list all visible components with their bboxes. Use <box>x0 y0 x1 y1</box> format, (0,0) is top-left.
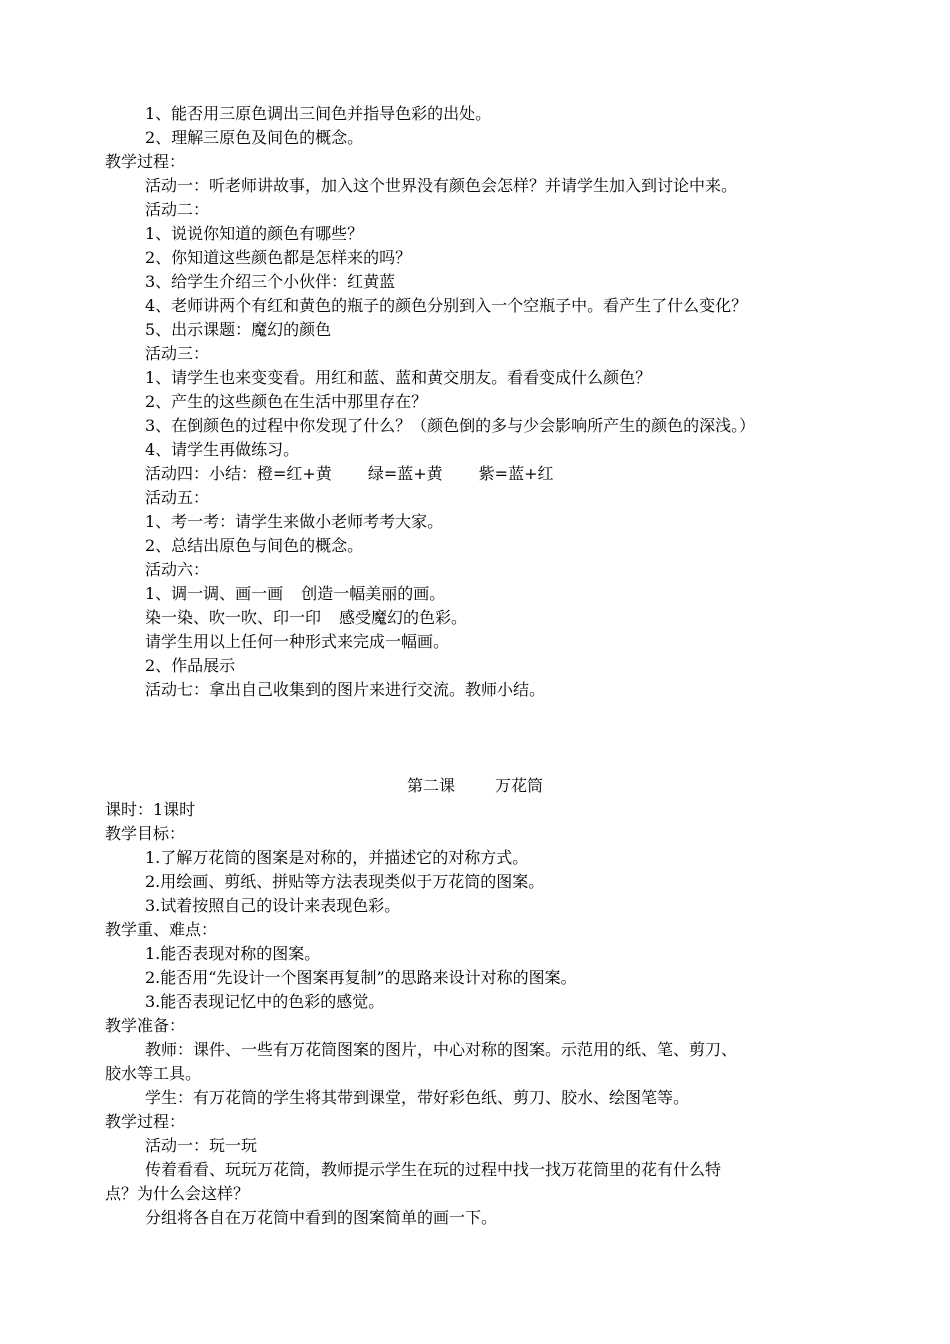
activity-2-item: 2、你知道这些颜色都是怎样来的吗？ <box>145 248 412 267</box>
activity-1-text: 分组将各自在万花筒中看到的图案简单的画一下。 <box>145 1208 498 1227</box>
activity-6-more: 2、作品展示 <box>145 656 236 675</box>
formula-purple: 紫=蓝+红 <box>478 464 554 483</box>
activity-3-item: 2、产生的这些颜色在生活中那里存在？ <box>145 392 428 411</box>
goal-item: 1.了解万花筒的图案是对称的，并描述它的对称方式。 <box>145 848 529 867</box>
activity-6-item-b: 感受魔幻的色彩。 <box>339 608 468 627</box>
activity-2-item: 3、给学生介绍三个小伙伴：红黄蓝 <box>145 272 396 291</box>
lesson-number: 第二课 <box>406 776 455 795</box>
lesson-hours: 课时：1课时 <box>105 800 196 819</box>
activity-1-text-continued: 点？为什么会这样？ <box>105 1184 250 1203</box>
activity-5-item: 2、总结出原色与间色的概念。 <box>145 536 364 555</box>
lesson-title <box>0 774 950 798</box>
activity-6-item-a: 染一染、吹一吹、印一印 <box>145 608 322 627</box>
formula-green: 绿=蓝+黄 <box>367 464 443 483</box>
activity-1: 活动一：听老师讲故事，加入这个世界没有颜色会怎样？并请学生加入到讨论中来。 <box>145 176 738 195</box>
activity-7: 活动七：拿出自己收集到的图片来进行交流。教师小结。 <box>145 680 546 699</box>
activity-2-heading: 活动二： <box>145 200 210 219</box>
formula-orange: 橙=红+黄 <box>257 464 332 483</box>
process-heading: 教学过程： <box>105 152 186 171</box>
key-points-heading: 教学重、难点： <box>105 920 218 939</box>
goal-line: 2、理解三原色及间色的概念。 <box>145 128 364 147</box>
activity-6-more: 请学生用以上任何一种形式来完成一幅画。 <box>145 632 450 651</box>
activity-2-item: 1、说说你知道的颜色有哪些？ <box>145 224 364 243</box>
activity-4-label: 活动四：小结： <box>145 464 258 483</box>
activity-1-text: 传着看看、玩玩万花筒，教师提示学生在玩的过程中找一找万花筒里的花有什么特 <box>145 1160 722 1179</box>
goal-line: 1、能否用三原色调出三间色并指导色彩的出处。 <box>145 104 492 123</box>
prep-heading: 教学准备： <box>105 1016 186 1035</box>
activity-6-item <box>145 582 445 606</box>
key-point: 1.能否表现对称的图案。 <box>145 944 321 963</box>
activity-1-heading: 活动一：玩一玩 <box>145 1136 258 1155</box>
key-point: 2.能否用“先设计一个图案再复制”的思路来设计对称的图案。 <box>145 968 577 987</box>
activity-2-item: 4、老师讲两个有红和黄色的瓶子的颜色分别到入一个空瓶子中。看产生了什么变化？ <box>145 296 748 315</box>
activity-6-heading: 活动六： <box>145 560 210 579</box>
lesson-name: 万花筒 <box>495 776 544 795</box>
goals-heading: 教学目标： <box>105 824 186 843</box>
activity-6-item-a: 1、调一调、画一画 <box>145 584 284 603</box>
goal-item: 2.用绘画、剪纸、拼贴等方法表现类似于万花筒的图案。 <box>145 872 545 891</box>
activity-3-item: 3、在倒颜色的过程中你发现了什么？（颜色倒的多与少会影响所产生的颜色的深浅。） <box>145 416 756 435</box>
activity-5-heading: 活动五： <box>145 488 210 507</box>
prep-student: 学生：有万花筒的学生将其带到课堂，带好彩色纸、剪刀、胶水、绘图笔等。 <box>145 1088 690 1107</box>
activity-3-item: 1、请学生也来变变看。用红和蓝、蓝和黄交朋友。看看变成什么颜色？ <box>145 368 652 387</box>
prep-teacher: 教师：课件、一些有万花筒图案的图片，中心对称的图案。示范用的纸、笔、剪刀、 <box>145 1040 738 1059</box>
key-point: 3.能否表现记忆中的色彩的感觉。 <box>145 992 385 1011</box>
activity-4-summary <box>145 462 554 486</box>
activity-2-item: 5、出示课题：魔幻的颜色 <box>145 320 332 339</box>
activity-6-item <box>145 606 467 630</box>
activity-6-item-b: 创造一幅美丽的画。 <box>301 584 446 603</box>
prep-teacher-continued: 胶水等工具。 <box>105 1064 202 1083</box>
goal-item: 3.试着按照自己的设计来表现色彩。 <box>145 896 401 915</box>
activity-3-heading: 活动三： <box>145 344 210 363</box>
activity-3-item: 4、请学生再做练习。 <box>145 440 300 459</box>
activity-5-item: 1、考一考：请学生来做小老师考考大家。 <box>145 512 444 531</box>
process-heading: 教学过程： <box>105 1112 186 1131</box>
